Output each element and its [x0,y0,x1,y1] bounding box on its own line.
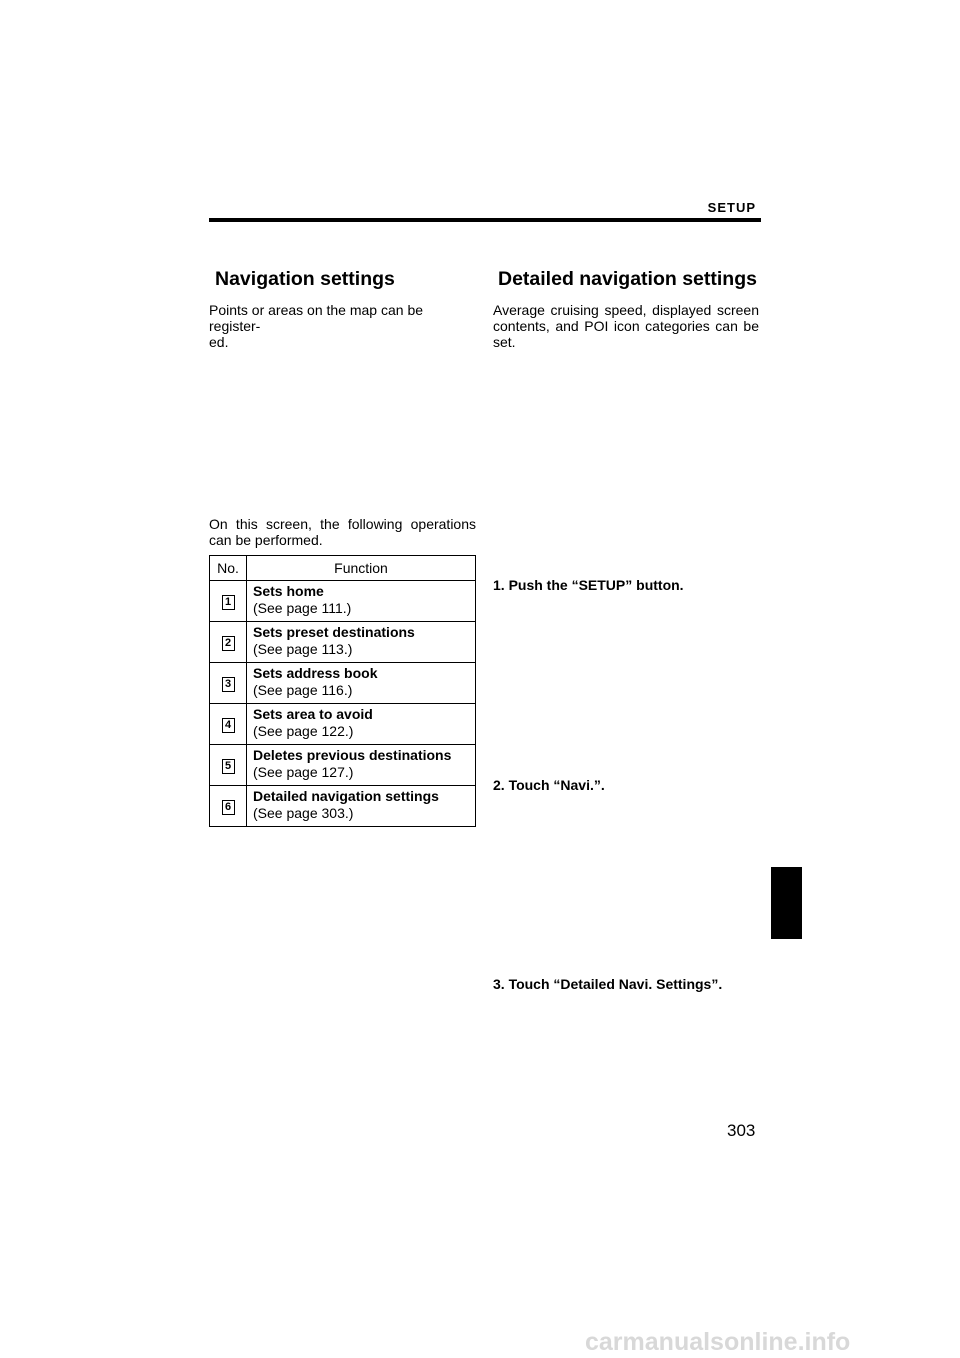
page-reference: (See page 111.) [253,600,352,616]
function-name: Sets home [253,583,324,599]
function-name: Detailed navigation settings [253,788,439,804]
step-3: 3. Touch “Detailed Navi. Settings”. [493,976,723,992]
column-header-function: Function [247,556,476,581]
operations-text: On this screen, the following operations can be performed. [209,516,476,548]
section-title-navigation-settings: Navigation settings [215,268,395,290]
page-reference: (See page 122.) [253,723,354,739]
function-table [209,555,476,827]
step-2: 2. Touch “Navi.”. [493,777,605,793]
watermark: carmanualsonline.info [585,1328,851,1356]
table-row [210,622,476,663]
function-name: Sets area to avoid [253,706,373,722]
navigation-settings-intro [209,302,476,350]
table-row [210,663,476,704]
table-row [210,704,476,745]
function-name: Deletes previous destinations [253,747,452,763]
page-reference: (See page 113.) [253,641,353,657]
step-1: 1. Push the “SETUP” button. [493,577,684,593]
row-number-badge: 4 [222,718,235,733]
intro-line-1: Points or areas on the map can be register- [209,302,424,334]
row-number-badge: 2 [222,636,235,651]
running-header: SETUP [707,200,756,215]
table-row [210,745,476,786]
row-number-badge: 6 [222,800,235,815]
intro-line-2: ed. [209,334,229,350]
page-reference: (See page 127.) [253,764,354,780]
page-number: 303 [727,1121,756,1140]
column-header-no: No. [210,556,247,581]
function-name: Sets address book [253,665,378,681]
header-rule [209,218,761,222]
section-title-detailed-navigation-settings: Detailed navigation settings [498,268,757,290]
function-name: Sets preset destinations [253,624,415,640]
row-number-badge: 5 [222,759,235,774]
table-row [210,581,476,622]
table-row [210,786,476,827]
row-number-badge: 3 [222,677,235,692]
row-number-badge: 1 [222,595,235,610]
detailed-settings-intro: Average cruising speed, displayed screen contents, and POI icon categories can be set. [493,302,759,350]
chapter-tab-marker [771,867,802,939]
page-reference: (See page 303.) [253,805,354,821]
page-reference: (See page 116.) [253,682,353,698]
